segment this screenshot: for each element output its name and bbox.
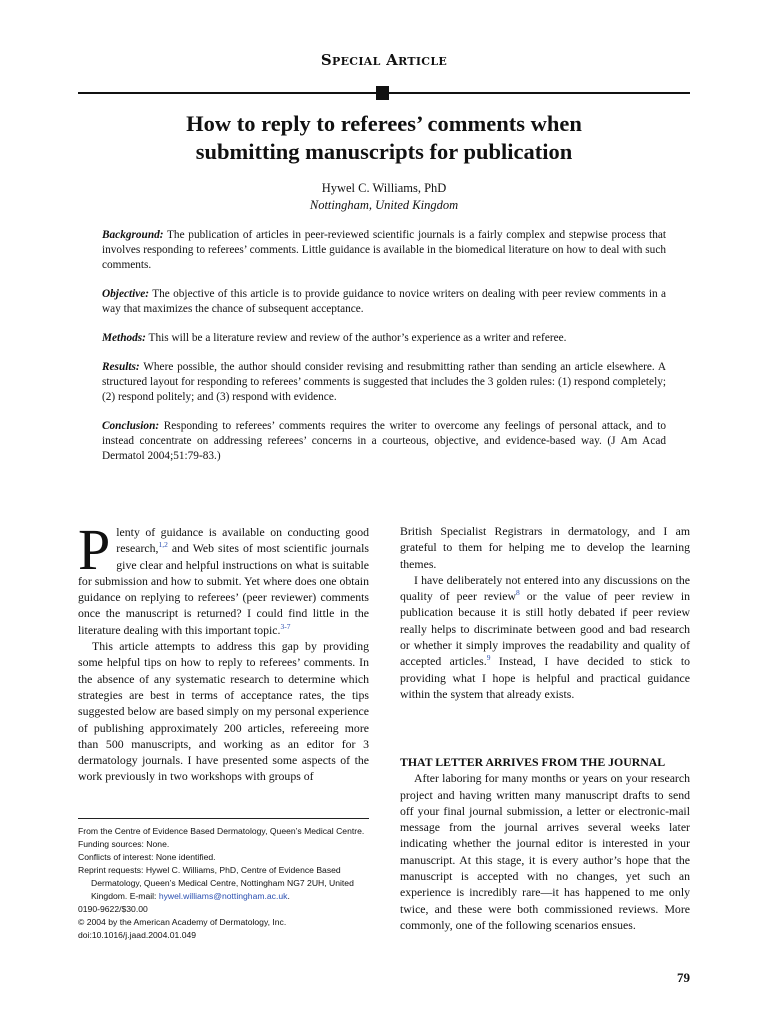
abstract-results: [102, 360, 666, 405]
citation-link[interactable]: 1,2: [158, 540, 168, 550]
abstract-background-text: The publication of articles in peer-reviewed scientific journals is a fairly complex and stepwise process that involves responding to referees’ comments. Little guidance is available in the biomedical literature on how to deal with such comments.: [102, 229, 666, 271]
footnotes: [78, 825, 373, 942]
body-paragraph-4-text-a: I have deliberately not entered into any discussions on the quality of peer review: [400, 572, 690, 604]
abstract-objective: [102, 287, 666, 317]
body-paragraph-1-text-b: and Web sites of most scientific journals give clear and helpful instructions on what is suitable for submission and how to submit. Yet where does one obtain guidance on replying to referees’ (peer reviewer) comments once the manuscript is returned? I could find little in the literature dealing with this important topic.: [78, 541, 369, 637]
body-column-left: [78, 517, 369, 785]
body-paragraph-4-text-c: Instead, I have decided to stick to providing what I hope is helpful and practical guidance within the system that already exists.: [400, 654, 691, 701]
abstract: [102, 228, 666, 478]
article-title: [100, 110, 668, 166]
title-line-1: How to reply to referees’ comments when: [186, 111, 582, 136]
body-paragraph-4: [400, 572, 690, 702]
page-number: 79: [677, 970, 690, 985]
abstract-objective-label: Objective:: [102, 288, 150, 300]
footnote-doi: doi:10.1016/j.jaad.2004.01.049: [78, 930, 197, 940]
abstract-conclusion-label: Conclusion:: [102, 420, 160, 432]
abstract-background: [102, 228, 666, 273]
citation-link[interactable]: 8: [516, 588, 520, 598]
body-paragraph-5: After laboring for many months or years on your research project and having written many manuscript drafts to send off your final journal submission, a letter or electronic-mail message from the journal arrives several weeks later indicating whether the journal editor is interested in your manuscript. At this stage, it is every author’s hope that the manuscript is accepted with no changes, yet such an experience is incredibly rare—it has happened to me only twice, and these were both commissioned reviews. More commonly, one of the following scenarios ensues.: [400, 771, 690, 932]
footnote-issn: 0190-9622/$30.00: [78, 904, 148, 914]
footnote-reprint-text: Reprint requests: Hywel C. Williams, PhD, Centre of Evidence Based Dermatology, Queen’s Medical Centre, Nottingham NG7 2UH, United Kingdom. E-mail:: [78, 865, 354, 901]
body-paragraph-1-text-a: lenty of guidance is available on conducting good research,: [116, 525, 369, 556]
body-paragraph-1: [78, 517, 369, 638]
abstract-methods-label: Methods:: [102, 332, 146, 344]
abstract-conclusion-text: Responding to referees’ comments requires the writer to overcome any feelings of personal attack, and to instead concentrate on addressing referees’ concerns in a courteous, objective, and evidence-based way. (J Am Acad Dermatol 2004;51:79-83.): [102, 420, 666, 462]
author-affiliation: Nottingham, United Kingdom: [309, 198, 459, 212]
footnote-from: From the Centre of Evidence Based Dermatology, Queen’s Medical Centre.: [78, 826, 365, 836]
citation-link[interactable]: 9: [486, 653, 491, 663]
abstract-results-text: Where possible, the author should consider revising and resubmitting rather than sending an article elsewhere. A structured layout for responding to referees’ comments is suggested that includes the 3 golden rules: (1) respond completely; (2) respond politely; and (3) respond with evidence.: [102, 361, 666, 403]
section-heading: THAT LETTER ARRIVES FROM THE JOURNAL: [400, 755, 666, 770]
footnote-rule: [78, 818, 369, 819]
body-paragraph-3: British Specialist Registrars in dermatology, and I am grateful to them for helping me to develop the learning themes.: [400, 524, 690, 571]
section-spacer: [400, 702, 690, 754]
abstract-objective-text: The objective of this article is to provide guidance to novice writers on dealing with peer review comments in a way that maximizes the chance of subsequent acceptance.: [102, 288, 666, 315]
abstract-methods: [102, 331, 666, 346]
footnote-conflicts: Conflicts of interest: None identified.: [78, 852, 216, 862]
author-name: Hywel C. Williams, PhD: [321, 181, 447, 195]
header-rule-ornament: [376, 86, 389, 100]
abstract-methods-text: This will be a literature review and review of the author’s experience as a writer and referee.: [145, 332, 567, 344]
body-paragraph-4-text-b: or the value of peer review in publication because it is still hotly debated if peer review really helps to discriminate between good and bad research or whether it simply improves the readability and quality of accepted articles.: [400, 589, 690, 669]
footnote-reprint-end: .: [287, 891, 290, 901]
citation-link[interactable]: 3-7: [280, 621, 291, 631]
article-type-kicker: Special Article: [320, 51, 448, 69]
abstract-results-label: Results:: [102, 361, 140, 373]
footnote-reprint: [78, 864, 373, 903]
title-line-2: submitting manuscripts for publication: [195, 139, 573, 164]
drop-cap: P: [78, 517, 111, 582]
body-column-right: [400, 523, 690, 933]
email-link[interactable]: hywel.williams@nottingham.ac.uk: [158, 891, 288, 901]
abstract-background-label: Background:: [102, 229, 164, 241]
footnote-copyright: © 2004 by the American Academy of Dermatology, Inc.: [78, 917, 287, 927]
footnote-funding: Funding sources: None.: [78, 839, 170, 849]
abstract-conclusion: [102, 419, 666, 464]
body-paragraph-2: This article attempts to address this gap by providing some helpful tips on how to reply to referees’ comments. In the absence of any systematic research to determine which strategies are best in terms of acceptance rates, the tips suggested below are based simply on my personal experience of publishing approximately 200 articles, refereeing more than 500 manuscripts, and working as an editor for 3 dermatology journals. I have presented some aspects of the work previously in two workshops with groups of: [78, 639, 369, 784]
